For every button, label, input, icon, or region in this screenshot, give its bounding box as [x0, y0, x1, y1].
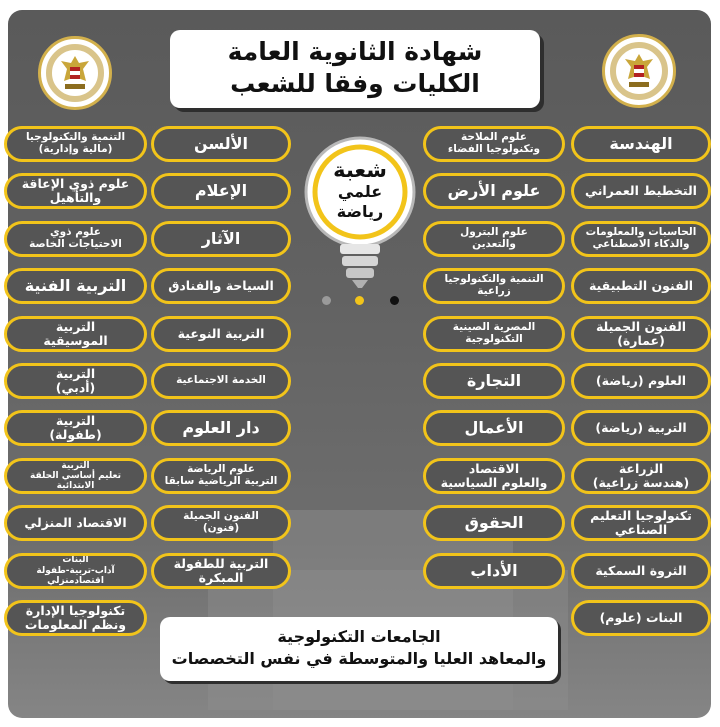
- college-name-line-1: الهندسة: [609, 134, 673, 154]
- college-name: [448, 132, 540, 156]
- college-pill: [571, 316, 711, 352]
- college-name: [465, 514, 524, 532]
- college-pill: [4, 458, 147, 494]
- college-name: [13, 555, 138, 585]
- college-name: [470, 562, 517, 580]
- college-pill: [423, 316, 565, 352]
- college-pill: [4, 268, 147, 304]
- college-name-line-1: الحقوق: [464, 513, 524, 533]
- college-pill: [423, 505, 565, 541]
- college-name-line-2: تعليم أساسي الحلقة الابتدائية: [30, 470, 121, 491]
- college-name-line-1: علوم الأرض: [447, 181, 541, 201]
- college-name-line-2: الموسيقية: [43, 332, 108, 348]
- college-pill: [4, 600, 147, 636]
- college-name-line-2: زراعية: [477, 285, 511, 298]
- dot-indicator-3: [390, 296, 399, 305]
- college-name-line-1: علوم الرياضة: [187, 463, 255, 476]
- college-name-line-2: والعلوم السياسية: [440, 474, 548, 490]
- college-name: [596, 374, 686, 388]
- college-pill: [151, 363, 291, 399]
- college-pill: [151, 268, 291, 304]
- college-pill: [4, 316, 147, 352]
- college-name-line-1: الحاسبات والمعلومات: [585, 226, 697, 239]
- college-name-line-1: التربية: [55, 413, 96, 429]
- college-name: [453, 322, 536, 346]
- college-name-line-1: الآثار: [201, 228, 241, 248]
- college-pill: [423, 173, 565, 209]
- college-name: [195, 182, 247, 200]
- college-pill: [423, 363, 565, 399]
- college-name: [202, 230, 241, 248]
- college-pill: [571, 458, 711, 494]
- college-name-line-1: الزراعة: [618, 460, 664, 476]
- college-pill: [571, 410, 711, 446]
- college-pill: [4, 363, 147, 399]
- college-name: [609, 135, 672, 153]
- college-name-line-1: علوم ذوي: [50, 226, 101, 239]
- college-name-line-2: وتكنولوجيا الفضاء: [447, 143, 541, 155]
- college-name: [448, 182, 541, 200]
- college-pill: [423, 553, 565, 589]
- college-name: [183, 511, 259, 535]
- branch-label: [318, 158, 402, 222]
- college-name: [467, 372, 521, 390]
- college-pill: [151, 126, 291, 162]
- page-subtitle: الكليات وفقا للشعب: [230, 69, 480, 98]
- college-name: [176, 375, 266, 387]
- college-name-line-2: التكنولوجية: [465, 332, 523, 345]
- college-name-line-2: ونظم المعلومات: [24, 617, 127, 632]
- college-pill: [151, 505, 291, 541]
- footer-line-2: والمعاهد العليا والمتوسطة في نفس التخصصات: [171, 649, 547, 668]
- college-name: [600, 611, 683, 625]
- college-name-line-2: (طفولة): [49, 427, 102, 443]
- college-name-line-2: المبكرة: [198, 569, 244, 585]
- college-name: [595, 421, 686, 435]
- college-name: [13, 461, 138, 491]
- college-name-line-1: التربية (رياضة): [595, 420, 687, 436]
- college-pill: [571, 173, 711, 209]
- college-name-line-1: دار العلوم: [182, 418, 260, 438]
- college-name: [460, 227, 528, 251]
- page-title: شهادة الثانوية العامة: [227, 37, 483, 66]
- college-name: [56, 367, 95, 395]
- college-name: [25, 604, 126, 632]
- college-name-line-2: (عمارة): [617, 332, 665, 348]
- college-name-line-1: التنمية والتكنولوجيا: [25, 131, 126, 144]
- college-name: [168, 279, 274, 293]
- college-name-line-2: الصناعي: [614, 522, 668, 538]
- college-name: [596, 320, 686, 348]
- college-name: [593, 462, 690, 490]
- college-name-line-2: (هندسة زراعية): [592, 474, 690, 490]
- college-name: [465, 419, 524, 437]
- college-name: [590, 509, 692, 537]
- college-name: [29, 227, 122, 251]
- college-name-line-2: (فنون): [202, 522, 240, 535]
- college-name-line-1: الاقتصاد المنزلي: [24, 515, 127, 531]
- college-name-line-2: آداب-تربية-طفولة اقتصادمنزلي: [36, 565, 115, 586]
- college-pill: [423, 458, 565, 494]
- college-pill: [4, 505, 147, 541]
- college-name-line-1: علوم البترول: [460, 226, 528, 239]
- college-name: [174, 557, 269, 585]
- college-name-line-1: الخدمة الاجتماعية: [176, 374, 266, 387]
- education-ministry-logo: [602, 34, 676, 108]
- college-pill: [571, 126, 711, 162]
- college-pill: [4, 553, 147, 589]
- college-name-line-1: الثروة السمكية: [595, 562, 687, 578]
- college-name-line-1: المصرية الصينية: [452, 320, 536, 333]
- college-name-line-1: التربية: [61, 460, 90, 471]
- college-name-line-1: التخطيط العمراني: [585, 183, 697, 199]
- college-pill: [571, 268, 711, 304]
- college-name-line-1: البنات: [62, 555, 89, 566]
- college-name-line-1: العلوم (رياضة): [595, 373, 687, 388]
- college-name-line-1: التربية النوعية: [177, 325, 265, 341]
- eagle-emblem-icon: [56, 53, 94, 93]
- college-name-line-2: (مالية وإدارية): [38, 143, 113, 155]
- college-pill: [423, 268, 565, 304]
- college-name-line-1: الاقتصاد: [468, 460, 520, 476]
- college-pill: [4, 173, 147, 209]
- college-pill: [571, 553, 711, 589]
- college-pill: [423, 410, 565, 446]
- dot-indicator-2: [355, 296, 364, 305]
- college-name-line-1: الفنون الجميلة: [183, 510, 259, 523]
- college-name: [165, 464, 278, 488]
- college-name-line-1: السياحة والفنادق: [168, 278, 274, 294]
- college-name: [194, 135, 248, 153]
- college-name-line-1: التجارة: [466, 371, 522, 391]
- college-name: [26, 132, 125, 156]
- college-name-line-1: البنات (علوم): [599, 610, 683, 625]
- branch-title: شعبة: [333, 158, 387, 182]
- dot-indicator-1: [322, 296, 331, 305]
- college-name: [444, 274, 543, 298]
- college-pill: [151, 173, 291, 209]
- college-name-line-1: الأعمال: [464, 418, 524, 438]
- college-pill: [4, 221, 147, 257]
- college-pill: [4, 410, 147, 446]
- college-name-line-2: (أدبي): [55, 380, 96, 395]
- college-name-line-1: التربية الفنية: [24, 276, 127, 296]
- college-pill: [571, 363, 711, 399]
- college-name: [585, 184, 697, 198]
- branch-name: علمي رياضة: [336, 182, 384, 221]
- college-name-line-1: الفنون الجميلة: [595, 318, 687, 334]
- college-name: [586, 227, 697, 251]
- college-name-line-2: الاحتياجات الخاصة: [29, 237, 122, 250]
- college-name-line-2: والتأهيل: [49, 190, 102, 206]
- college-pill: [151, 553, 291, 589]
- college-pill: [571, 505, 711, 541]
- college-pill: [571, 600, 711, 636]
- college-pill: [423, 221, 565, 257]
- college-name-line-1: علوم الملاحة: [461, 131, 527, 144]
- college-name: [43, 320, 107, 348]
- college-name: [25, 277, 127, 295]
- college-pill: [571, 221, 711, 257]
- college-name-line-1: الإعلام: [194, 181, 248, 201]
- college-pill: [151, 458, 291, 494]
- college-name-line-1: علوم ذوي الإعاقة: [21, 176, 130, 192]
- college-name-line-1: تكنولوجيا الإدارة: [25, 603, 126, 618]
- college-name-line-1: التربية: [55, 366, 96, 381]
- college-name-line-1: الأداب: [470, 560, 518, 580]
- college-name-line-2: والتعدين: [472, 237, 516, 250]
- college-name: [595, 564, 686, 578]
- college-name-line-1: الألسن: [193, 134, 249, 154]
- college-pill: [4, 126, 147, 162]
- college-name: [49, 414, 101, 442]
- footer-line-1: الجامعات التكنولوجية: [277, 627, 441, 646]
- higher-education-ministry-logo: [38, 36, 112, 110]
- footer-note: [160, 617, 558, 681]
- college-pill: [151, 221, 291, 257]
- college-pill: [151, 410, 291, 446]
- college-name-line-2: التربية الرياضية سابقا: [164, 474, 278, 487]
- college-pill: [151, 316, 291, 352]
- college-name-line-1: الفنون التطبيقية: [588, 278, 694, 294]
- college-name-line-1: التربية للطفولة: [173, 555, 269, 571]
- college-name: [178, 327, 265, 341]
- college-name: [589, 279, 693, 293]
- college-pill: [423, 126, 565, 162]
- college-name: [441, 462, 548, 490]
- eagle-emblem-icon: [620, 51, 658, 91]
- college-name: [24, 516, 126, 530]
- college-name-line-1: تكنولوجيا التعليم: [590, 508, 692, 524]
- college-name-line-1: التنمية والتكنولوجيا: [444, 273, 544, 286]
- college-name-line-1: التربية: [55, 318, 96, 334]
- college-name-line-2: والذكاء الاصطناعي: [592, 237, 690, 250]
- title-box: [170, 30, 540, 108]
- college-name: [182, 419, 259, 437]
- college-name: [22, 177, 130, 205]
